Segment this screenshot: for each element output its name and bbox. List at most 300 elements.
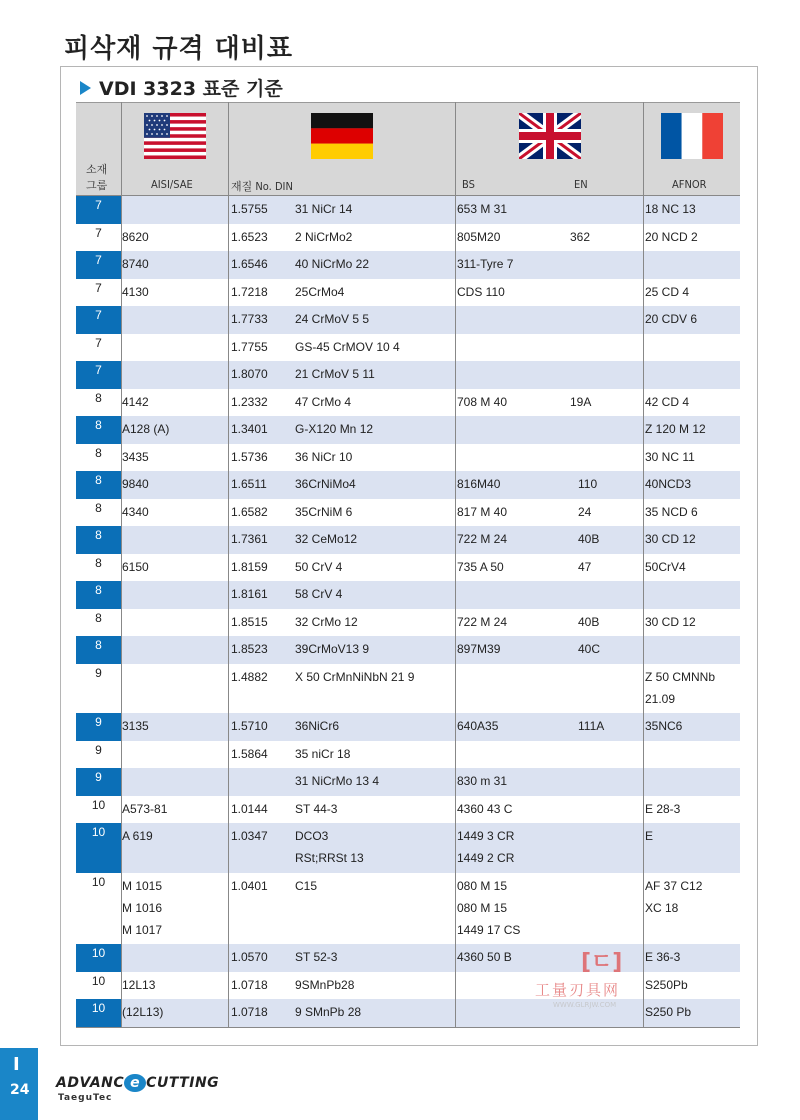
group-cell: 9: [76, 713, 121, 741]
bs-cell-line: 080 M 15: [457, 900, 508, 915]
din-number-cell-line: 1.0144: [231, 801, 268, 816]
group-cell: 10: [76, 823, 121, 873]
watermark-logo-icon: [ㄷ]: [581, 950, 623, 975]
din-name-cell-line: 35 niCr 18: [295, 746, 351, 761]
en-cell: [578, 611, 599, 633]
din-name-cell-line: 9SMnPb28: [295, 977, 355, 992]
din-number-cell-line: 1.0570: [231, 950, 268, 964]
column-divider: [643, 102, 644, 1027]
afnor-cell-line: E 36-3: [645, 950, 681, 964]
din-number-cell: [231, 825, 268, 847]
din-name-cell-line: ST 44-3: [295, 801, 338, 816]
group-label-line1: 소재: [86, 163, 108, 176]
din-name-cell: [295, 798, 337, 820]
afnor-header: AFNOR: [672, 178, 707, 191]
watermark-url: WWW.GLRJW.COM: [553, 1001, 617, 1009]
afnor-cell-line: 21.09: [645, 691, 676, 706]
din-name-cell: [295, 528, 357, 550]
afnor-cell: [645, 611, 696, 633]
din-name-cell: [295, 226, 352, 248]
din-number-cell-line: 1.3401: [231, 422, 268, 436]
din-name-cell: [295, 198, 352, 220]
bs-cell-line: 708 M 40: [457, 394, 508, 409]
en-cell: [578, 528, 599, 550]
table-row: [76, 444, 740, 472]
bs-cell: [457, 226, 500, 248]
table-row: [76, 416, 740, 444]
table-row: [76, 224, 740, 252]
din-name-cell: [295, 611, 358, 633]
din-number-cell: [231, 611, 268, 633]
afnor-cell-line: 40NCD3: [645, 477, 692, 491]
din-name-cell-line: 47 CrMo 4: [295, 394, 352, 409]
en-cell: [578, 473, 597, 495]
afnor-cell-line: 30 NC 11: [645, 449, 695, 464]
din-number-cell: [231, 308, 268, 330]
en-cell-line: 110: [578, 477, 598, 491]
din-name-cell: [295, 1001, 361, 1023]
din-name-cell-line: GS-45 CrMOV 10 4: [295, 339, 400, 354]
table-row: [76, 713, 740, 741]
group-cell: 10: [76, 999, 121, 1027]
din-name-cell-line: ST 52-3: [295, 950, 338, 964]
bs-cell-line: 735 A 50: [457, 559, 504, 574]
bs-cell-line: CDS 110: [457, 284, 505, 299]
din-number-cell: [231, 473, 267, 495]
din-number-cell: [231, 875, 268, 897]
table-bottom-border: [76, 1027, 740, 1028]
aisi-cell: [122, 226, 149, 248]
table-header: [76, 102, 740, 196]
aisi-cell-line: 3435: [122, 449, 149, 464]
afnor-cell-line: E: [645, 829, 654, 843]
page-tab: [0, 1048, 38, 1120]
table-row: [76, 636, 740, 664]
aisi-cell-line: M 1015: [122, 878, 163, 893]
group-cell: 8: [76, 636, 121, 664]
table-row: [76, 796, 740, 824]
aisi-cell: [122, 418, 169, 440]
aisi-cell-line: 6150: [122, 559, 149, 574]
en-header: EN: [574, 178, 588, 191]
bs-cell-line: 311-Tyre 7: [457, 257, 514, 271]
afnor-cell-line: 35 NCD 6: [645, 504, 698, 519]
din-name-cell: [295, 418, 373, 440]
afnor-cell: [645, 946, 680, 968]
bs-cell-line: 817 M 40: [457, 504, 508, 519]
din-number-cell: [231, 336, 268, 358]
column-divider: [121, 102, 122, 1027]
afnor-cell: [645, 556, 686, 578]
brand-logo: [56, 1074, 219, 1092]
bs-cell-line: 816M40: [457, 477, 501, 491]
bs-cell-line: 4360 43 C: [457, 801, 513, 816]
bs-cell-line: 1449 3 CR: [457, 829, 515, 843]
din-name-cell-line: 25CrMo4: [295, 284, 345, 299]
table-row: [76, 389, 740, 417]
afnor-cell: [645, 501, 698, 523]
din-number-cell-line: 1.7361: [231, 532, 268, 546]
group-cell: 9: [76, 768, 121, 796]
afnor-cell-line: Z 120 M 12: [645, 422, 706, 436]
spec-table: [76, 102, 740, 1027]
aisi-cell-line: 9840: [122, 477, 149, 491]
aisi-cell: [122, 391, 149, 413]
section-title: [80, 74, 283, 101]
group-label-line2: 그룹: [86, 179, 108, 192]
din-number-cell: [231, 715, 268, 737]
en-cell-line: 40B: [578, 614, 600, 629]
din-name-cell-line: 40 NiCrMo 22: [295, 257, 370, 271]
table-row: [76, 873, 740, 945]
aisi-cell-line: A128 (A): [122, 422, 170, 436]
en-cell-line: 24: [578, 504, 592, 519]
din-number-cell: [231, 198, 268, 220]
bs-cell-line: 1449 17 CS: [457, 922, 521, 937]
us-flag-icon: [144, 113, 206, 159]
group-cell: 10: [91, 874, 106, 889]
din-number-cell-line: 1.0718: [231, 977, 268, 992]
afnor-cell: [645, 715, 682, 737]
din-name-cell-line: DCO3: [295, 829, 329, 843]
afnor-cell: [645, 281, 689, 303]
din-number-cell-line: 1.0401: [231, 878, 268, 893]
bs-cell: [457, 253, 513, 275]
afnor-cell-line: S250 Pb: [645, 1005, 692, 1019]
table-row: [76, 334, 740, 362]
din-number-cell-line: 1.7218: [231, 284, 268, 299]
group-cell: 7: [76, 361, 121, 389]
group-cell: 8: [95, 555, 102, 570]
din-number-cell-line: 1.8159: [231, 559, 268, 574]
din-number-cell-line: 1.8523: [231, 642, 268, 656]
din-name-cell-line: 21 CrMoV 5 11: [295, 367, 375, 381]
afnor-cell-line: AF 37 C12: [645, 878, 703, 893]
aisi-cell: [122, 446, 149, 468]
afnor-cell-line: 42 CD 4: [645, 394, 690, 409]
aisi-cell-line: 3135: [122, 719, 149, 733]
din-name-cell: [295, 583, 342, 605]
en-cell: [570, 226, 590, 248]
bs-cell: [457, 198, 507, 220]
din-name-cell: [295, 391, 351, 413]
en-cell-line: 362: [570, 229, 591, 244]
afnor-cell-line: 30 CD 12: [645, 614, 696, 629]
aisi-cell-line: 4130: [122, 284, 149, 299]
afnor-cell: [645, 473, 691, 495]
bs-cell-line: 722 M 24: [457, 532, 508, 546]
bs-cell-line: 897M39: [457, 642, 501, 656]
din-number-cell: [231, 363, 268, 385]
group-cell: 8: [76, 471, 121, 499]
din-number-cell: [231, 556, 268, 578]
din-number-cell: [231, 446, 268, 468]
din-number-cell: [231, 418, 268, 440]
group-cell: 8: [95, 390, 102, 405]
table-row: [76, 526, 740, 554]
en-cell-line: 19A: [570, 394, 592, 409]
din-number-cell: [231, 1001, 268, 1023]
aisi-cell: [122, 875, 162, 941]
afnor-cell-line: 30 CD 12: [645, 532, 696, 546]
aisi-cell-line: 4340: [122, 504, 149, 519]
group-cell: 8: [76, 416, 121, 444]
din-name-cell-line: RSt;RRSt 13: [295, 851, 364, 865]
aisi-cell-line: A 619: [122, 829, 153, 843]
afnor-cell-line: Z 50 CMNNb: [645, 669, 716, 684]
din-name-cell: [295, 446, 352, 468]
group-cell: 7: [76, 251, 121, 279]
table-row: [76, 944, 740, 972]
group-cell: 7: [76, 196, 121, 224]
din-name-cell: [295, 336, 400, 358]
din-number-cell: [231, 974, 268, 996]
table-row: [76, 609, 740, 637]
bs-cell: [457, 528, 507, 550]
din-name-cell: [295, 743, 350, 765]
triangle-bullet-icon: [80, 81, 91, 95]
din-name-cell: [295, 666, 414, 688]
aisi-cell-line: M 1017: [122, 922, 163, 937]
bs-cell-line: 4360 50 B: [457, 950, 512, 964]
din-number-cell: [231, 501, 268, 523]
din-name-cell-line: 32 CrMo 12: [295, 614, 358, 629]
bs-cell: [457, 798, 512, 820]
afnor-cell: [645, 798, 680, 820]
aisi-cell-line: (12L13): [122, 1005, 164, 1019]
din-number-cell: [231, 528, 268, 550]
aisi-header: AISI/SAE: [151, 178, 193, 191]
din-name-cell-line: 31 NiCr 14: [295, 202, 353, 216]
din-header: 재질 No. DIN: [231, 180, 293, 193]
din-name-cell: [295, 253, 369, 275]
afnor-cell: [645, 528, 696, 550]
din-number-cell-line: 1.6523: [231, 229, 268, 244]
en-cell: [578, 715, 604, 737]
din-name-cell-line: 2 NiCrMo2: [295, 229, 353, 244]
group-cell: 9: [95, 742, 102, 757]
group-cell: 8: [95, 610, 102, 625]
en-cell: [578, 638, 600, 660]
bs-header: BS: [462, 178, 475, 191]
afnor-cell-line: S250Pb: [645, 977, 688, 992]
bs-cell: [457, 501, 507, 523]
din-name-cell-line: 36NiCr6: [295, 719, 340, 733]
group-cell: 7: [95, 280, 102, 295]
afnor-cell-line: XC 18: [645, 900, 679, 915]
din-name-cell-line: 36CrNiMo4: [295, 477, 356, 491]
bs-cell: [457, 875, 520, 941]
din-number-cell: [231, 281, 268, 303]
group-cell: 10: [91, 797, 106, 812]
bs-cell: [457, 770, 507, 792]
afnor-cell-line: 18 NC 13: [645, 202, 696, 216]
french-flag-icon: [661, 113, 723, 159]
din-name-cell-line: G-X120 Mn 12: [295, 422, 374, 436]
column-divider: [228, 102, 229, 1027]
din-name-cell: [295, 556, 342, 578]
din-number-cell: [231, 583, 268, 605]
table-row: [76, 999, 740, 1027]
en-cell: [578, 501, 591, 523]
din-name-cell: [295, 501, 352, 523]
afnor-cell: [645, 226, 698, 248]
table-row: [76, 306, 740, 334]
din-number-cell: [231, 666, 268, 688]
group-cell: 7: [95, 225, 102, 240]
din-name-cell-line: 35CrNiM 6: [295, 504, 353, 519]
aisi-cell: [122, 825, 153, 847]
column-divider: [455, 102, 456, 1027]
aisi-cell-line: M 1016: [122, 900, 163, 915]
afnor-cell: [645, 391, 689, 413]
din-number-cell: [231, 946, 268, 968]
brand-logo-left: ADVANC: [56, 1075, 125, 1091]
afnor-cell: [645, 308, 697, 330]
table-body: [76, 196, 740, 1027]
din-name-cell-line: 24 CrMoV 5 5: [295, 312, 370, 326]
en-cell: [578, 556, 591, 578]
din-number-cell-line: 1.7733: [231, 312, 268, 326]
din-number-cell-line: 1.5710: [231, 719, 268, 733]
din-number-cell: [231, 226, 268, 248]
afnor-cell: [645, 418, 706, 440]
aisi-cell: [122, 501, 149, 523]
din-name-cell-line: 50 CrV 4: [295, 559, 343, 574]
group-cell: 8: [95, 500, 102, 515]
group-cell: 10: [76, 944, 121, 972]
bs-cell: [457, 281, 505, 303]
german-flag-icon: [311, 113, 373, 159]
din-number-cell-line: 1.8515: [231, 614, 268, 629]
din-name-cell-line: 31 NiCrMo 13 4: [295, 774, 380, 788]
bs-cell-line: 805M20: [457, 229, 501, 244]
brand-logo-e: e: [124, 1074, 146, 1092]
en-cell-line: 40B: [578, 532, 600, 546]
table-row: [76, 581, 740, 609]
din-number-cell: [231, 391, 268, 413]
section-title-text: VDI 3323 표준 기준: [99, 78, 283, 100]
table-row: [76, 972, 740, 1000]
bs-cell: [457, 638, 500, 660]
table-row: [76, 279, 740, 307]
din-number-cell-line: 1.5864: [231, 746, 268, 761]
en-cell-line: 47: [578, 559, 592, 574]
bs-cell: [457, 825, 514, 869]
din-name-cell-line: 58 CrV 4: [295, 587, 343, 601]
aisi-cell-line: 8740: [122, 257, 149, 271]
afnor-cell-line: 20 NCD 2: [645, 229, 698, 244]
aisi-cell-line: 12L13: [122, 977, 156, 992]
din-number-cell-line: 1.6511: [231, 477, 267, 491]
section-letter: I: [13, 1054, 20, 1075]
bs-cell-line: 640A35: [457, 719, 499, 733]
afnor-cell: [645, 446, 695, 468]
group-cell: 7: [76, 306, 121, 334]
bs-cell: [457, 391, 507, 413]
aisi-cell: [122, 974, 155, 996]
table-row: [76, 664, 740, 714]
bs-cell: [457, 611, 507, 633]
din-number-cell-line: 1.0347: [231, 829, 268, 843]
aisi-cell: [122, 798, 167, 820]
bs-cell: [457, 715, 498, 737]
afnor-cell-line: 35NC6: [645, 719, 683, 733]
din-number-cell-line: 1.8161: [231, 587, 268, 601]
table-row: [76, 196, 740, 224]
en-cell: [570, 391, 591, 413]
bs-cell-line: 830 m 31: [457, 774, 508, 788]
afnor-cell-line: E 28-3: [645, 801, 681, 816]
aisi-cell: [122, 253, 149, 275]
din-number-cell-line: 1.0718: [231, 1005, 268, 1019]
afnor-cell: [645, 1001, 691, 1023]
brand-subtitle: TaeguTec: [58, 1093, 113, 1103]
din-name-cell: [295, 308, 369, 330]
afnor-cell: [645, 825, 653, 847]
group-cell: 8: [76, 526, 121, 554]
group-cell: 8: [95, 445, 102, 460]
din-name-cell: [295, 638, 369, 660]
din-name-cell: [295, 281, 344, 303]
bs-cell-line: 080 M 15: [457, 878, 508, 893]
table-row: [76, 768, 740, 796]
din-name-cell: [295, 825, 364, 869]
afnor-cell-line: 20 CDV 6: [645, 312, 698, 326]
afnor-cell-line: 25 CD 4: [645, 284, 690, 299]
bs-cell: [457, 946, 512, 968]
din-number-cell: [231, 798, 268, 820]
aisi-cell: [122, 715, 149, 737]
din-name-cell: [295, 473, 356, 495]
afnor-cell: [645, 974, 688, 996]
din-name-cell: [295, 715, 339, 737]
aisi-cell: [122, 473, 149, 495]
aisi-cell: [122, 1001, 163, 1023]
table-row: [76, 251, 740, 279]
brand-logo-right: CUTTING: [146, 1075, 220, 1091]
din-number-cell: [231, 638, 268, 660]
afnor-cell-line: 50CrV4: [645, 559, 686, 574]
page-title: 피삭재 규격 대비표: [64, 34, 294, 64]
en-cell-line: 40C: [578, 642, 601, 656]
aisi-cell-line: A573-81: [122, 801, 168, 816]
table-row: [76, 471, 740, 499]
din-number-cell: [231, 743, 268, 765]
afnor-cell: [645, 875, 702, 919]
aisi-cell-line: 8620: [122, 229, 149, 244]
group-cell: 10: [91, 973, 106, 988]
aisi-cell-line: 4142: [122, 394, 149, 409]
bs-cell-line: 653 M 31: [457, 202, 508, 216]
din-number-cell-line: 1.5736: [231, 449, 268, 464]
din-number-cell-line: 1.2332: [231, 394, 268, 409]
afnor-cell: [645, 666, 715, 710]
watermark-text: 工量刃具网: [535, 981, 621, 999]
din-name-cell-line: 32 CeMo12: [295, 532, 358, 546]
din-name-cell-line: 36 NiCr 10: [295, 449, 353, 464]
aisi-cell: [122, 556, 149, 578]
din-name-cell: [295, 770, 379, 792]
uk-flag-icon: [519, 113, 581, 159]
din-name-cell-line: X 50 CrMnNiNbN 21 9: [295, 669, 415, 684]
bs-cell-line: 1449 2 CR: [457, 851, 515, 865]
din-number-cell-line: 1.4882: [231, 669, 268, 684]
afnor-cell: [645, 198, 696, 220]
din-name-cell: [295, 363, 375, 385]
din-number-cell: [231, 253, 268, 275]
table-row: [76, 499, 740, 527]
